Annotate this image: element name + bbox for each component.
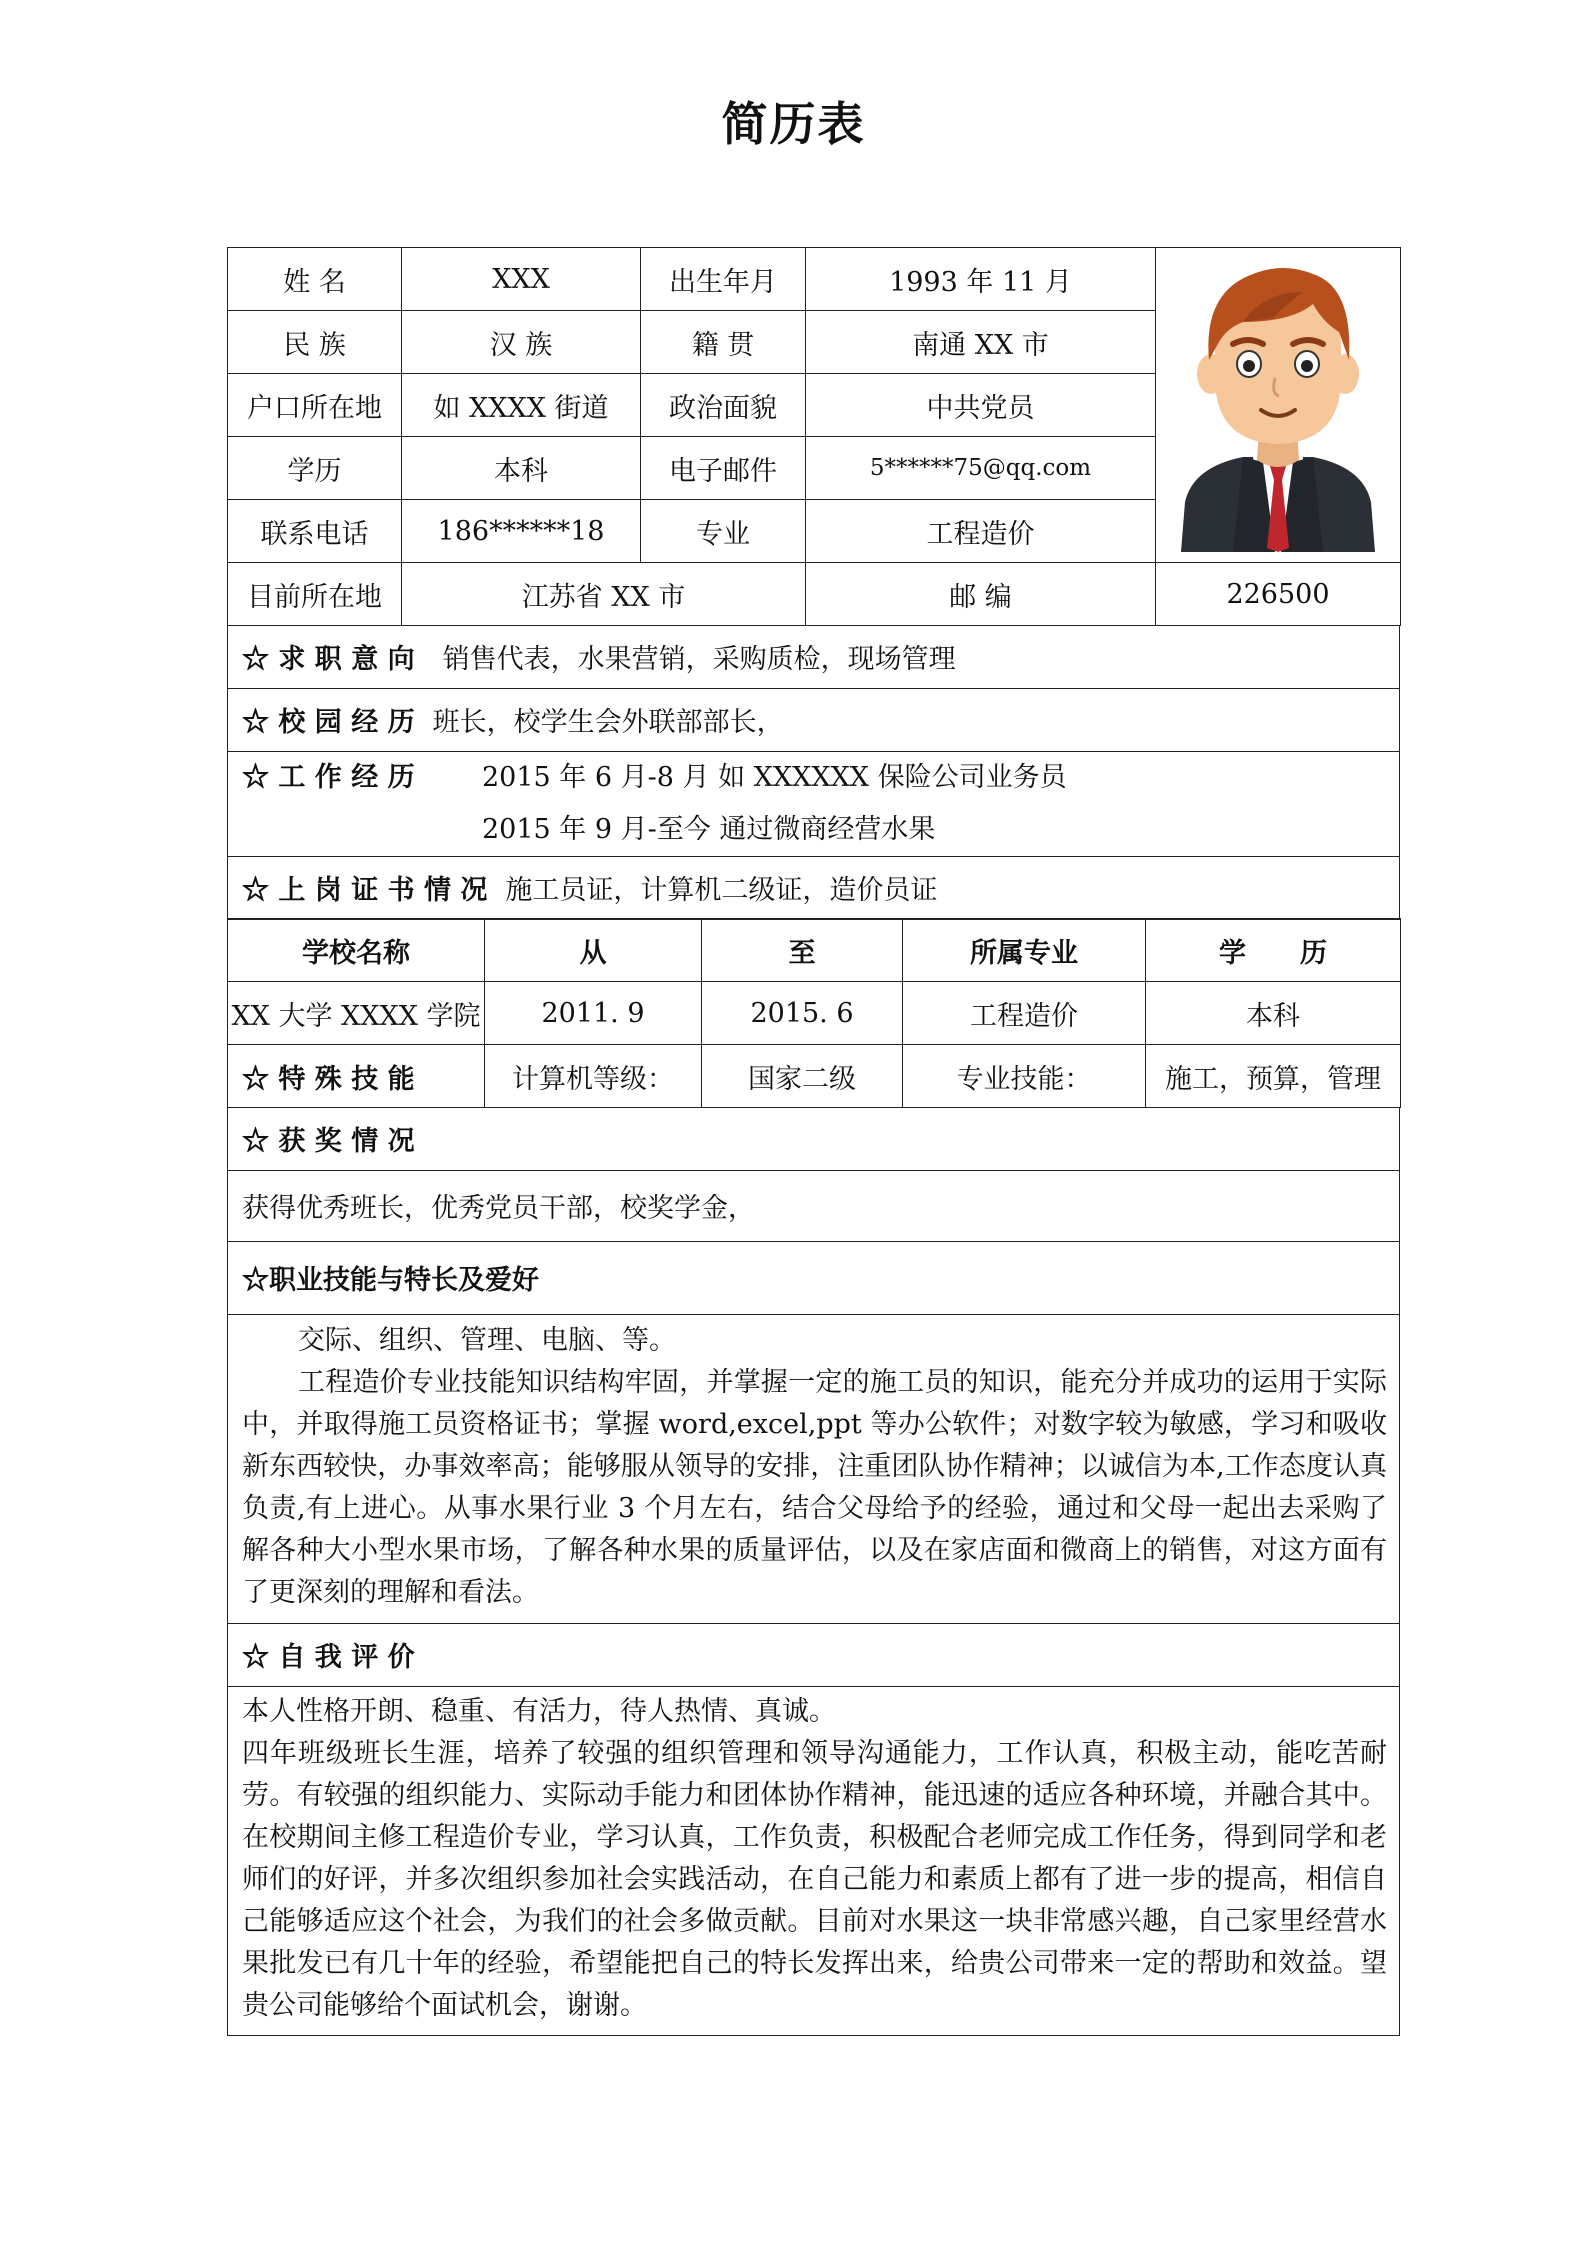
email-value: 5******75@qq.com [806,437,1156,500]
self-eval-label: ☆ 自 我 评 价 [228,1623,1400,1686]
school-table [227,918,1401,1108]
job-intent-label: ☆ 求 职 意 向 [242,644,415,675]
work-label: ☆ 工 作 经 历 [242,761,415,793]
awards-label: ☆ 获 奖 情 况 [228,1107,1400,1170]
self-eval-p1: 本人性格开朗、稳重、有活力，待人热情、真诚。 [242,1695,836,1727]
school-degree: 本科 [1146,982,1401,1045]
photo-cell [1156,248,1401,563]
name-label: 姓 名 [228,248,402,311]
political-label: 政治面貌 [641,374,806,437]
abilities-p1: 交际、组织、管理、电脑、等。 [298,1324,676,1356]
zip-value: 226500 [1156,563,1401,626]
name-value: XXX [402,248,641,311]
abilities-text [228,1314,1400,1623]
certs-row [228,856,1400,919]
school-header-degree: 学 历 [1146,919,1401,982]
location-label: 目前所在地 [228,563,402,626]
computer-value: 国家二级 [702,1045,903,1108]
abilities-label: ☆职业技能与特长及爱好 [228,1241,1400,1314]
pro-skill-value: 施工，预算，管理 [1146,1045,1401,1108]
resume-sheet [227,247,1400,2036]
ethnic-value: 汉 族 [402,311,641,374]
sections-table [227,625,1400,920]
computer-label: 计算机等级： [485,1045,702,1108]
phone-label: 联系电话 [228,500,402,563]
work-line-2: 2015 年 9 月-至今 通过微商经营水果 [482,813,936,845]
pro-skill-label: 专业技能： [903,1045,1146,1108]
abilities-p2: 工程造价专业技能知识结构牢固，并掌握一定的施工员的知识，能充分并成功的运用于实际中，并取得施工员资格证书；掌握 word,excel,ppt 等办公软件；对数字较为敏感，学习和吸收新东西较快，办事效率高；能够服从领导的安排，注重团队协作精神；以诚信为本,工作态度认真负责,有上进心。从事水果行业 3 个月左右，结合父母给予的经验，通过和父母一起出去采购了解各种大小型水果市场，了解各种水果的质量评估，以及在家店面和微商上的销售，对这方面有了更深刻的理解和看法。 [242,1366,1387,1608]
skills-label: ☆ 特 殊 技 能 [228,1045,485,1108]
hukou-value: 如 XXXX 街道 [402,374,641,437]
certs-label: ☆ 上 岗 证 书 情 况 [242,875,488,906]
avatar [1163,252,1393,552]
job-intent-value: 销售代表，水果营销，采购质检，现场管理 [442,644,956,675]
hukou-label: 户口所在地 [228,374,402,437]
school-major: 工程造价 [903,982,1146,1045]
basic-info-table [227,247,1401,626]
school-name: XX 大学 XXXX 学院 [228,982,485,1045]
political-value: 中共党员 [806,374,1156,437]
school-header-major: 所属专业 [903,919,1146,982]
work-row [228,751,1400,856]
email-label: 电子邮件 [641,437,806,500]
certs-value: 施工员证，计算机二级证，造价员证 [505,875,938,906]
phone-value: 186******18 [402,500,641,563]
edu-label: 学历 [228,437,402,500]
page-title: 简历表 [721,97,866,151]
native-value: 南通 XX 市 [806,311,1156,374]
edu-value: 本科 [402,437,641,500]
native-label: 籍 贯 [641,311,806,374]
ethnic-label: 民 族 [228,311,402,374]
school-header-name: 学校名称 [228,919,485,982]
awards-value: 获得优秀班长，优秀党员干部，校奖学金， [228,1170,1400,1241]
self-eval-text [228,1686,1400,2035]
campus-value: 班长，校学生会外联部部长， [432,707,784,738]
details-table [227,1107,1400,2036]
major-label: 专业 [641,500,806,563]
location-value: 江苏省 XX 市 [402,563,806,626]
birth-value: 1993 年 11 月 [806,248,1156,311]
campus-row [228,688,1400,751]
self-eval-p2: 四年班级班长生涯，培养了较强的组织管理和领导沟通能力，工作认真，积极主动，能吃苦耐劳。有较强的组织能力、实际动手能力和团体协作精神，能迅速的适应各种环境，并融合其中。在校期间主修工程造价专业，学习认真，工作负责，积极配合老师完成工作任务，得到同学和老师们的好评，并多次组织参加社会实践活动，在自己能力和素质上都有了进一步的提高，相信自己能够适应这个社会，为我们的社会多做贡献。目前对水果这一块非常感兴趣，自己家里经营水果批发已有几十年的经验，希望能把自己的特长发挥出来，给贵公司带来一定的帮助和效益。望贵公司能够给个面试机会，谢谢。 [242,1737,1387,2021]
school-header-to: 至 [702,919,903,982]
major-value: 工程造价 [806,500,1156,563]
campus-label: ☆ 校 园 经 历 [242,707,415,738]
school-from: 2011. 9 [485,982,702,1045]
birth-label: 出生年月 [641,248,806,311]
school-to: 2015. 6 [702,982,903,1045]
school-header-from: 从 [485,919,702,982]
zip-label: 邮 编 [806,563,1156,626]
job-intent-row [228,625,1400,688]
work-line-1: 2015 年 6 月-8 月 如 XXXXXX 保险公司业务员 [482,761,1067,793]
